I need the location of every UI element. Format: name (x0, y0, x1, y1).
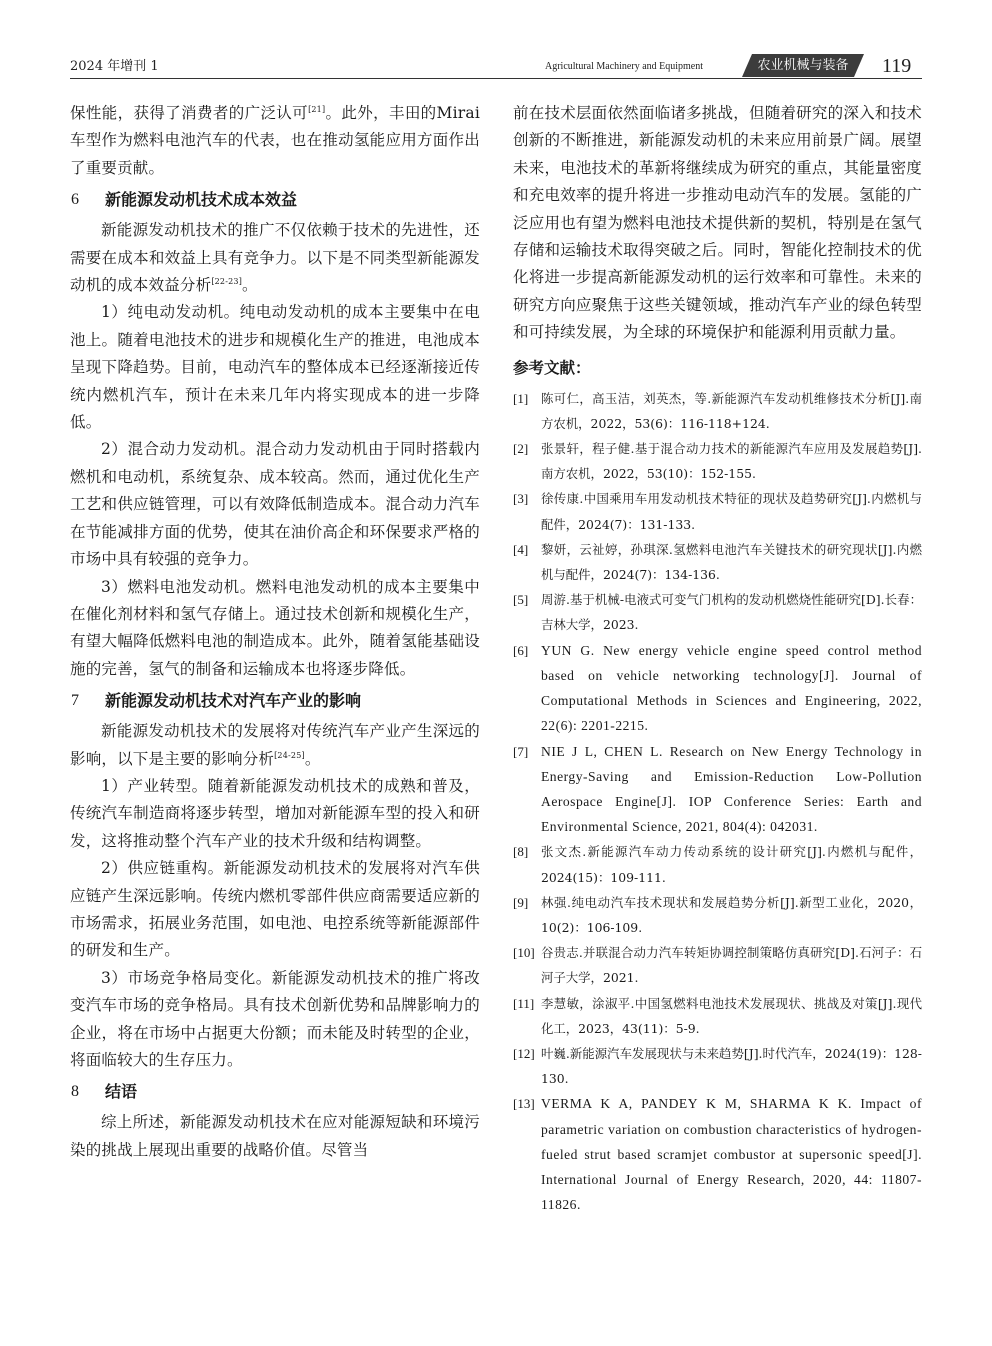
right-column (513, 100, 922, 1217)
paragraph-text: 新能源发动机技术的推广不仅依赖于技术的先进性，还需要在成本和效益上具有竞争力。以下是不同类型新能源发动机的成本效益分析 (70, 221, 480, 295)
reference-text: 张景轩，程子健.基于混合动力技术的新能源汽车应用及发展趋势[J].南方农机，2022，53(10)：152-155. (541, 441, 922, 482)
reference-text: 林强.纯电动汽车技术现状和发展趋势分析[J].新型工业化，2020，10(2)：106-109. (541, 894, 922, 935)
paragraph-text: 。 (242, 276, 258, 295)
paragraph (70, 217, 480, 299)
citation: [21] (308, 105, 326, 114)
reference-number: [6] (513, 642, 529, 658)
section-title: 新能源发动机技术成本效益 (105, 190, 298, 210)
reference-text: 李慧敏，涂淑平.中国氢燃料电池技术发展现状、挑战及对策[J].现代化工，2023，43(11)：5-9. (541, 995, 922, 1036)
journal-chinese-name: 农业机械与装备 (757, 58, 849, 73)
paragraph: 3）燃料电池发动机。燃料电池发动机的成本主要集中在催化剂材料和氢气存储上。通过技术创新和规模化生产，有望大幅降低燃料电池的制造成本。此外，随着氢能基础设施的完善，氢气的制备和运输成本也将逐步降低。 (70, 577, 480, 678)
section-heading-7 (70, 687, 480, 715)
paragraph: 2）混合动力发动机。混合动力发动机由于同时搭载内燃机和电动机，系统复杂、成本较高。然而，通过优化生产工艺和供应链管理，可以有效降低制造成本。混合动力汽车在节能减排方面的优势，使其在油价高企和环保要求严格的市场中具有较强的竞争力。 (70, 440, 480, 569)
journal-badge (742, 54, 864, 77)
paragraph: 3）市场竞争格局变化。新能源发动机技术的推广将改变汽车市场的竞争格局。具有技术创新优势和品牌影响力的企业，将在市场中占据更大份额；而未能及时转型的企业，将面临较大的生存压力。 (70, 968, 480, 1069)
reference-item (513, 991, 922, 1041)
reference-number: [9] (513, 894, 529, 910)
reference-item (513, 386, 922, 436)
reference-text: VERMA K A, PANDEY K M, SHARMA K K. Impact of parametric variation on combustion characteristics of hydrogen-fueled strut based scramjet combustor at supersonic speed[J]. International Journal of Energy Research, 2020, 44: 11807-11826. (541, 1096, 922, 1213)
reference-text: 张文杰.新能源汽车动力传动系统的设计研究[J].内燃机与配件，2024(15)：109-111. (541, 844, 922, 885)
reference-number: [5] (513, 592, 529, 608)
paragraph (70, 718, 480, 773)
reference-number: [1] (513, 390, 529, 406)
reference-number: [7] (513, 743, 529, 759)
reference-text: NIE J L, CHEN L. Research on New Energy Technology in Energy-Saving and Emission-Reduction Low-Pollution Aerospace Engine[J]. IOP Conference Series: Earth and Environmental Science, 2021, 804(4): 042031. (541, 743, 922, 835)
reference-item (513, 890, 922, 940)
issue-label: 2024 年增刊 1 (70, 59, 159, 74)
reference-text: 黎妍，云祉婷，孙琪深.氢燃料电池汽车关键技术的研究现状[J].内燃机与配件，2024(7)：134-136. (541, 541, 922, 583)
reference-text: YUN G. New energy vehicle engine speed control method based on vehicle networking technology[J]. Journal of Computational Methods in Sciences and Engineering, 2022, 22(6): 2201-2215. (541, 642, 922, 734)
citation: [22-23] (211, 277, 243, 287)
paragraph: 1）纯电动发动机。纯电动发动机的成本主要集中在电池上。随着电池技术的进步和规模化生产的推进，电池成本呈现下降趋势。目前，电动汽车的整体成本已经逐渐接近传统内燃机汽车，预计在未来几年内将实现成本的进一步降低。 (70, 303, 480, 432)
reference-number: [13] (513, 1096, 535, 1112)
section-heading-6 (70, 186, 480, 214)
reference-item (513, 940, 922, 990)
reference-number: [3] (513, 491, 529, 507)
reference-text: 谷贵志.并联混合动力汽车转矩协调控制策略仿真研究[D].石河子：石河子大学，2021. (541, 945, 922, 986)
paragraph: 2）供应链重构。新能源发动机技术的发展将对汽车供应链产生深远影响。传统内燃机零部件供应商需要适应新的市场需求，拓展业务范围，如电池、电控系统等新能源部件的研发和生产。 (70, 859, 480, 960)
left-column (70, 100, 480, 1164)
reference-text: 周游.基于机械-电液式可变气门机构的发动机燃烧性能研究[D].长春：吉林大学，2023. (541, 592, 922, 633)
section-number: 6 (71, 191, 79, 209)
reference-number: [11] (513, 995, 535, 1011)
reference-item (513, 486, 922, 536)
reference-number: [8] (513, 844, 529, 860)
reference-item (513, 587, 922, 637)
paragraph-text: 。 (304, 749, 321, 768)
section-number: 7 (71, 692, 79, 710)
header-rule (70, 78, 922, 79)
reference-item (513, 436, 922, 486)
section-title: 新能源发动机技术对汽车产业的影响 (105, 691, 362, 711)
reference-item (513, 739, 922, 840)
paragraph (70, 100, 480, 182)
reference-item (513, 537, 922, 587)
section-title: 结语 (105, 1082, 138, 1102)
reference-text: 陈可仁，高玉洁，刘英杰，等.新能源汽车发动机维修技术分析[J].南方农机，2022，53(6)：116-118+124. (541, 390, 922, 431)
paragraph: 1）产业转型。随着新能源发动机技术的成熟和普及，传统汽车制造商将逐步转型，增加对新能源车型的投入和研发，这将推动整个汽车产业的技术升级和结构调整。 (70, 776, 480, 850)
reference-item (513, 1041, 922, 1091)
paragraph-text: 新能源发动机技术的发展将对传统汽车产业产生深远的影响，以下是主要的影响分析 (70, 722, 480, 768)
reference-item (513, 638, 922, 739)
paragraph-text: 。此外，丰田的Mirai车型作为燃料电池汽车的代表，也在推动氢能应用方面作出了重要贡献。 (70, 104, 480, 177)
reference-number: [2] (513, 441, 529, 457)
reference-item (513, 839, 922, 889)
reference-item (513, 1091, 922, 1217)
reference-number: [10] (513, 945, 535, 961)
reference-text: 叶巍.新能源汽车发展现状与未来趋势[J].时代汽车，2024(19)：128-130. (541, 1045, 922, 1087)
reference-number: [4] (513, 541, 529, 557)
journal-english-name: Agricultural Machinery and Equipment (545, 61, 704, 72)
references-heading: 参考文献： (513, 358, 591, 377)
citation: [24-25] (274, 750, 305, 760)
page-number: 119 (882, 55, 912, 77)
section-number: 8 (71, 1083, 79, 1101)
references-list (513, 386, 922, 1218)
reference-text: 徐传康.中国乘用车用发动机技术特征的现状及趋势研究[J].内燃机与配件，2024(7)：131-133. (541, 491, 922, 532)
paragraph-text: 保性能，获得了消费者的广泛认可 (70, 104, 309, 122)
section-heading-8 (70, 1078, 480, 1106)
paragraph: 前在技术层面依然面临诸多挑战，但随着研究的深入和技术创新的不断推进，新能源发动机的未来应用前景广阔。展望未来，电池技术的革新将继续成为研究的重点，其能量密度和充电效率的提升将进一步推动电动汽车的发展。氢能的广泛应用也有望为燃料电池技术提供新的契机，特别是在氢气存储和运输技术取得突破之后。同时，智能化控制技术的优化将进一步提高新能源发动机的运行效率和可靠性。未来的研究方向应聚焦于这些关键领域，推动汽车产业的绿色转型和可持续发展，为全球的环境保护和能源利用贡献力量。 (513, 104, 922, 342)
reference-number: [12] (513, 1045, 535, 1061)
paragraph: 综上所述，新能源发动机技术在应对能源短缺和环境污染的挑战上展现出重要的战略价值。尽管当 (70, 1113, 480, 1159)
